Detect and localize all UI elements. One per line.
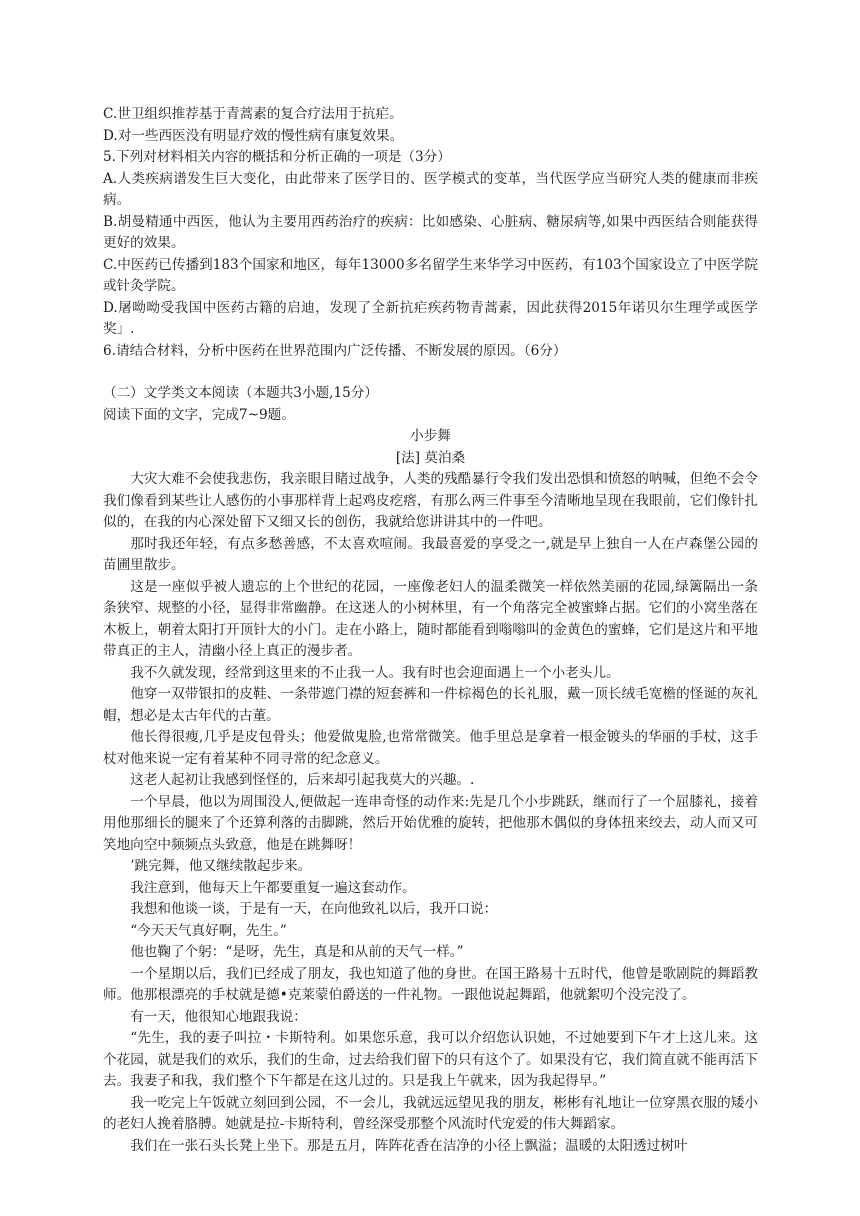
story-paragraph: 我注意到，他每天上午都要重复一遍这套动作。 <box>130 879 416 896</box>
story-paragraph: 那时我还年轻，有点多愁善感，不太喜欢喧闹。我最喜爱的享受之一,就是早上独自一人在卢森堡公园的苗圃里散步。 <box>103 535 758 573</box>
story-paragraph: 一个早晨，他以为周围没人,便做起一连串奇怪的动作来:先是几个小步跳跃，继而行了一个屈膝礼，接着用他那细长的腿来了个还算利落的击脚跳，然后开始优雅的旋转，把他那木偶似的身体扭来绞去，动人而又可笑地向空中频频点头致意，他是在跳舞呀！ <box>103 793 758 853</box>
section-gap <box>103 362 758 383</box>
story-paragraph: 他穿一双带银扣的皮鞋、一条带遮门襟的短套裤和一件棕褐色的长礼服，戴一顶长绒毛宽檐的怪诞的灰礼帽，想必是太古年代的古董。 <box>103 686 758 724</box>
story-paragraph: ’跳完舞，他又继续散起步来。 <box>130 858 312 874</box>
option-line: C.世卫组织推荐基于青蒿素的复合疗法用于抗疟。 <box>103 106 403 122</box>
question-6: 6.请结合材料，分析中医药在世界范围内广泛传播、不断发展的原因。（6分） <box>103 342 567 359</box>
page-content <box>103 104 758 1157</box>
story-author: [法] 莫泊桑 <box>395 449 466 466</box>
story-paragraph: 大灾大难不会使我悲伤，我亲眼目睹过战争，人类的残酷暴行令我们发出恐惧和愤怒的呐喊，但绝不会令我们像看到某些让人感伤的小事那样背上起鸡皮疙瘩，有那么两三件事至今清晰地呈现在我眼前，它们像针扎似的，在我的内心深处留下又细又长的创伤，我就给您讲讲其中的一件吧。 <box>103 471 758 530</box>
option-line: D.屠呦呦受我国中医药古籍的启迪，发现了全新抗疟疾药物青蒿素，因此获得2015年诺贝尔生理学或医学奖」. <box>103 299 758 337</box>
story-body <box>103 469 758 1157</box>
story-paragraph: 我想和他谈一谈，于是有一天，在向他致礼以后，我开口说： <box>130 901 498 917</box>
question-5: 5.下列对材料相关内容的概括和分析正确的一项是（3分） <box>103 149 451 165</box>
story-paragraph: 这是一座似乎被人遗忘的上个世纪的花园，一座像老妇人的温柔微笑一样依然美丽的花园,绿篱隔出一条条狭窄、规整的小径，显得非常幽静。在这迷人的小树林里，有一个角落完全被蜜蜂占据。它们的小窝坐落在木板上，朝着太阳打开顶针大的小门。走在小路上，随时都能看到嗡嗡叫的金黄色的蜜蜂，它们是这片和平地带真正的主人，清幽小径上真正的漫步者。 <box>103 578 758 659</box>
option-line: D.对一些西医没有明显疗效的慢性病有康复效果。 <box>103 127 404 144</box>
story-paragraph: “今天天气真好啊，先生。” <box>130 922 287 939</box>
question-options <box>103 104 758 362</box>
section-heading: （二）文学类文本阅读（本题共3小题,15分） <box>103 385 378 401</box>
option-line: B.胡曼精通中西医，他认为主要用西药治疗的疾病：比如感染、心脏病、糖尿病等,如果中西医结合则能获得更好的效果。 <box>103 213 758 251</box>
story-paragraph: 有一天，他很知心地跟我说： <box>130 1008 307 1025</box>
story-paragraph: 我不久就发现，经常到这里来的不止我一人。我有时也会迎面遇上一个小老头儿。 <box>130 664 620 681</box>
option-line: C.中医药已传播到183个国家和地区，每年13000多名留学生来华学习中医药，有103个国家设立了中医学院或针灸学院。 <box>103 256 758 294</box>
option-line: A.人类疾病谱发生巨大变化，由此带来了医学目的、医学模式的变革，当代医学应当研究人类的健康而非疾病。 <box>103 170 758 208</box>
story-paragraph: 我们在一张石头长凳上坐下。那是五月，阵阵花香在洁净的小径上飘溢；温暖的太阳透过树叶 <box>130 1137 688 1154</box>
story-paragraph: 一个星期以后，我们已经成了朋友，我也知道了他的身世。在国王路易十五时代，他曾是歌剧院的舞蹈教师。他那根漂亮的手杖就是德•克莱蒙伯爵送的一件礼物。一跟他说起舞蹈，他就絮叨个没完没了。 <box>103 965 758 1003</box>
story-paragraph: 他也鞠了个躬：“是呀，先生，真是和从前的天气一样。” <box>130 944 464 960</box>
story-paragraph: 我一吃完上午饭就立刻回到公园，不一会儿，我就远远望见我的朋友，彬彬有礼地让一位穿黑衣服的矮小的老妇人挽着胳膊。她就是拉-卡斯特利，曾经深受那整个风流时代宠爱的伟大舞蹈家。 <box>103 1094 758 1132</box>
story-paragraph: 这老人起初让我感到怪怪的，后来却引起我莫大的兴趣。. <box>130 772 475 788</box>
story-paragraph: 他长得很瘦,几乎是皮包骨头；他爱做鬼脸,也常常微笑。他手里总是拿着一根金镀头的华丽的手杖，这手杖对他来说一定有着某种不同寻常的纪念意义。 <box>103 729 758 767</box>
story-paragraph: “先生，我的妻子叫拉・卡斯特利。如果您乐意，我可以介绍您认识她，不过她要到下午才上这儿来。这个花园，就是我们的欢乐，我们的生命，过去给我们留下的只有这个了。如果没有它，我们简直就不能再活下去。我妻子和我，我们整个下午都是在这儿过的。只是我上午就来，因为我起得早。” <box>103 1030 758 1089</box>
story-title: 小步舞 <box>410 428 451 444</box>
section-instruction: 阅读下面的文字，完成7~9题。 <box>103 406 295 423</box>
